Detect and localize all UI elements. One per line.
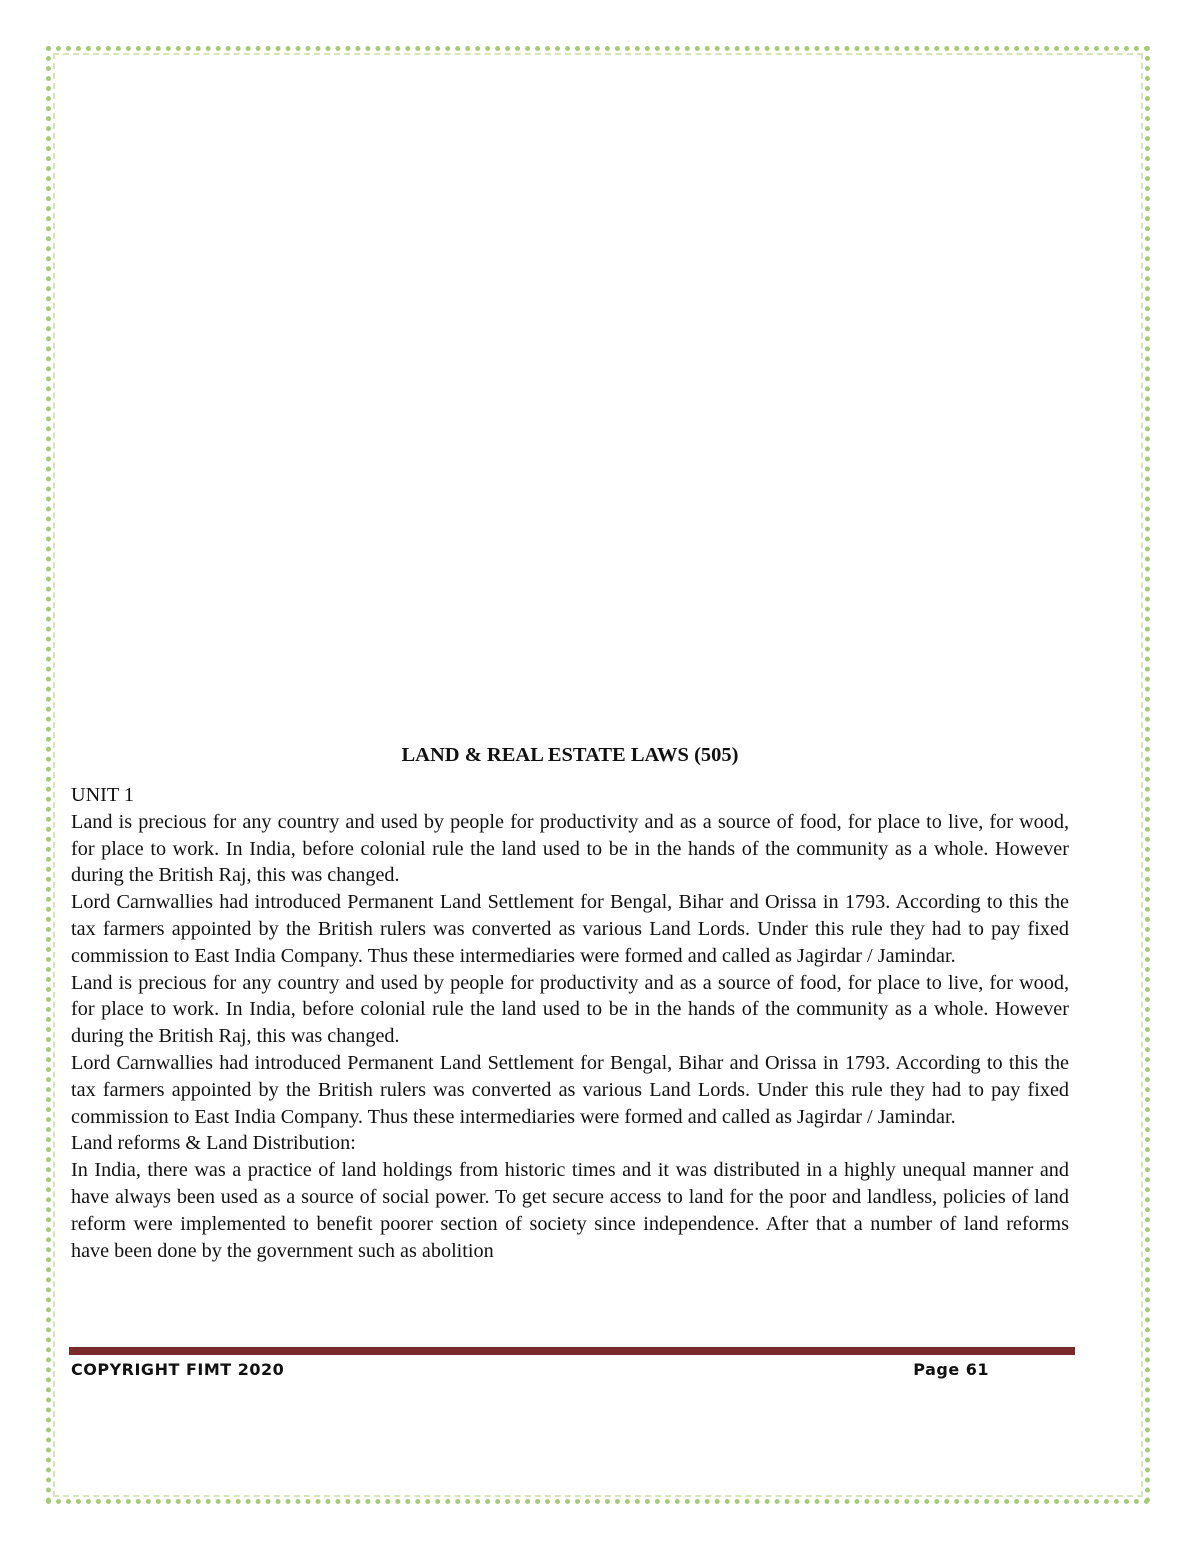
footer-copyright: COPYRIGHT FIMT 2020 — [71, 1360, 285, 1379]
footer-page-number: Page 61 — [913, 1360, 989, 1379]
document-title: LAND & REAL ESTATE LAWS (505) — [401, 744, 739, 766]
unit-heading: UNIT 1 — [71, 784, 134, 806]
paragraph: Land is precious for any country and used by people for productivity and as a source of food, for place to live, for wood, for place to work. In India, before colonial rule the land used to be in the hands of the community as a whole. However during the British Raj, this was changed. — [71, 971, 1069, 1048]
footer-rule — [69, 1347, 1075, 1355]
paragraph: Lord Carnwallies had introduced Permanent Land Settlement for Bengal, Bihar and Orissa in 1793. According to this the tax farmers appointed by the British rulers was converted as various Land Lords. Under this rule they had to pay fixed commission to East India Company. Thus these intermediaries were formed and called as Jagirdar / Jamindar. — [71, 891, 1069, 967]
paragraph: Lord Carnwallies had introduced Permanent Land Settlement for Bengal, Bihar and Orissa in 1793. According to this the tax farmers appointed by the British rulers was converted as various Land Lords. Under this rule they had to pay fixed commission to East India Company. Thus these intermediaries were formed and called as Jagirdar / Jamindar. — [71, 1051, 1069, 1128]
paragraph: Land is precious for any country and used by people for productivity and as a source of food, for place to live, for wood, for place to work. In India, before colonial rule the land used to be in the hands of the community as a whole. However during the British Raj, this was changed. — [71, 810, 1069, 887]
paragraph: In India, there was a practice of land holdings from historic times and it was distributed in a highly unequal manner and have always been used as a source of social power. To get secure access to land for the poor and landless, policies of land reform were implemented to benefit poorer section of society since independence. After that a number of land reforms have been done by the government such as abolition — [71, 1159, 1069, 1262]
section-heading: Land reforms & Land Distribution: — [71, 1132, 356, 1155]
page-content — [71, 742, 1069, 1264]
